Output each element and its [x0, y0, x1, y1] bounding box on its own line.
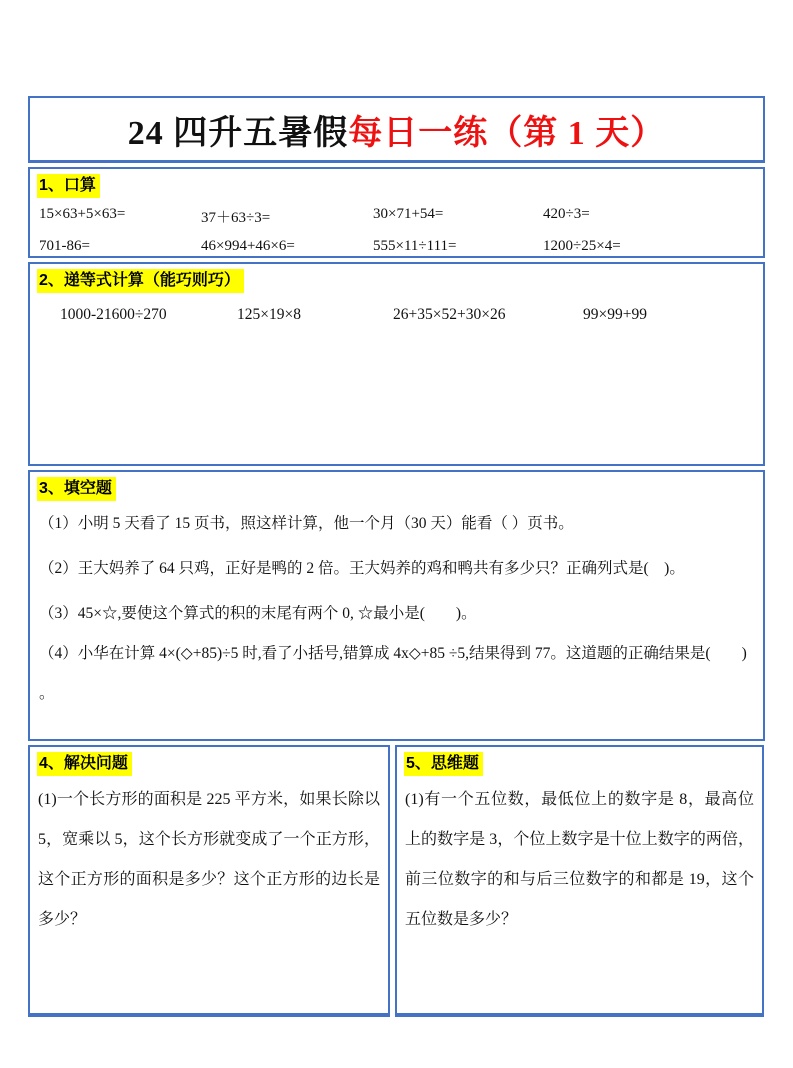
oral-problem-8: 1200÷25×4= — [543, 238, 621, 254]
problem-solving-text: (1)一个长方形的面积是 225 平方米，如果长除以 5，宽乘以 5，这个长方形就变成了一个正方形，这个正方形的面积是多少？这个正方形的边长是多少？ — [38, 791, 380, 928]
page-title-red-part: 每日一练（第 1 天） — [348, 114, 666, 152]
fill-blank-item-3: （3）45×☆,要使这个算式的积的末尾有两个 0, ☆最小是( )。 — [39, 605, 477, 622]
section-problem-solving-label: 4、解决问题 — [37, 752, 132, 776]
oral-problem-6: 46×994+46×6= — [201, 238, 295, 254]
page-title — [128, 105, 666, 154]
stepwise-problem-3: 26+35×52+30×26 — [393, 306, 506, 323]
section-thinking-problem-label: 5、思维题 — [404, 752, 483, 776]
stepwise-problem-1: 1000-21600÷270 — [60, 306, 167, 323]
stepwise-problem-2: 125×19×8 — [237, 306, 301, 323]
oral-problem-7: 555×11÷111= — [373, 238, 457, 254]
section-stepwise-calc-label: 2、递等式计算（能巧则巧） — [37, 269, 244, 293]
oral-problem-3: 30×71+54= — [373, 206, 444, 222]
section-oral-calc — [28, 167, 765, 258]
section-problem-solving — [28, 745, 390, 1017]
oral-problem-1: 15×63+5×63= — [39, 206, 126, 222]
section-fill-blanks — [28, 470, 765, 741]
oral-problem-2: 37＋63÷3= — [201, 210, 271, 226]
title-box — [28, 96, 765, 163]
fill-blank-item-1: （1）小明 5 天看了 15 页书，照这样计算，他一个月（30 天）能看（ ）页书。 — [39, 515, 574, 532]
fill-blank-item-4: （4）小华在计算 4×(◇+85)÷5 时,看了小括号,错算成 4x◇+85 ÷5,结果得到 77。这道题的正确结果是( ) 。 — [39, 645, 747, 702]
thinking-problem-text: (1)有一个五位数，最低位上的数字是 8，最高位上的数字是 3，个位上数字是十位上数字的两倍，前三位数字的和与后三位数字的和都是 19，这个五位数是多少？ — [405, 791, 754, 928]
oral-calc-row-2 — [39, 238, 755, 255]
section-oral-calc-label: 1、口算 — [37, 174, 100, 198]
fill-blank-item-2: （2）王大妈养了 64 只鸡，正好是鸭的 2 倍。王大妈养的鸡和鸭共有多少只？正确列式是( )。 — [39, 560, 685, 577]
section-fill-blanks-label: 3、填空题 — [37, 477, 116, 501]
oral-calc-row-1 — [39, 206, 755, 227]
section-thinking-problem — [395, 745, 764, 1017]
stepwise-problem-4: 99×99+99 — [583, 306, 647, 323]
stepwise-calc-row — [60, 306, 755, 324]
oral-problem-5: 701-86= — [39, 238, 90, 254]
oral-problem-4: 420÷3= — [543, 206, 590, 222]
page-title-black-part: 24 四升五暑假 — [127, 114, 349, 152]
section-stepwise-calc — [28, 262, 765, 466]
